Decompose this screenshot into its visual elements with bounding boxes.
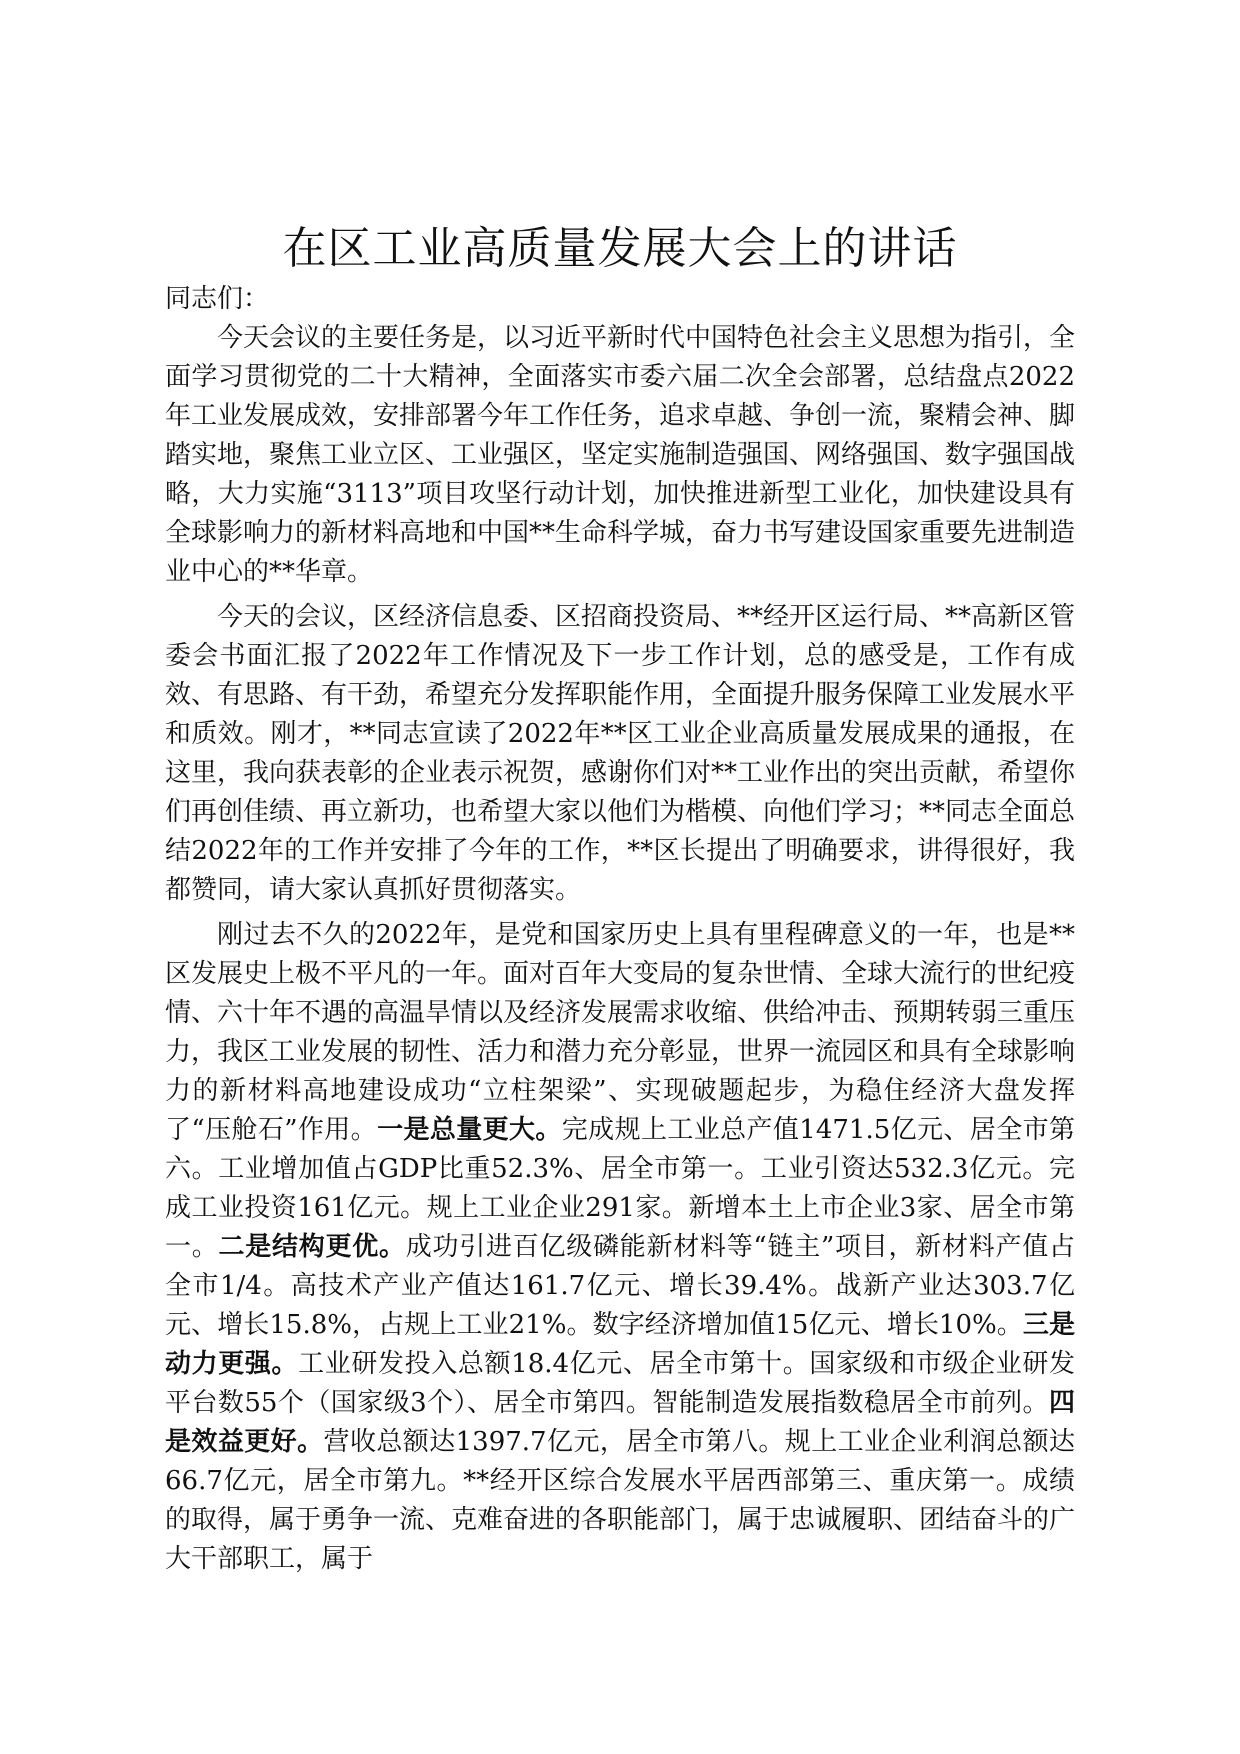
highlight-efficiency: 四是效益更好。	[165, 1388, 1075, 1457]
salutation: 同志们：	[165, 284, 270, 314]
highlight-momentum: 三是动力更强。	[165, 1310, 1075, 1379]
paragraph-text: 今天的会议，区经济信息委、区招商投资局、**经开区运行局、**高新区管委会书面汇报了2022年工作情况及下一步工作计划，总的感受是，工作有成效、有思路、有干劲，希望充分发挥职能作用，全面提升服务保障工业发展水平和质效。刚才，**同志宣读了2022年**区工业企业高质量发展成果的通报，在这里，我向获表彰的企业表示祝贺，感谢你们对**工业作出的突出贡献，希望你们再创佳绩、再立新功，也希望大家以他们为楷模、向他们学习；**同志全面总结2022年的工作并安排了今年的工作，**区长提出了明确要求，讲得很好，我都赞同，请大家认真抓好贯彻落实。	[165, 602, 1076, 905]
paragraph-text: 成功引进百亿级磷能新材料等“链主”项目，新材料产值占全市1/4。高技术产业产值达161.7亿元、增长39.4%。战新产业达303.7亿元、增长15.8%，占规上工业21%。数字经济增加值15亿元、增长10%。	[165, 1232, 1075, 1340]
highlight-total-volume: 一是总量更大。	[377, 1115, 562, 1145]
paragraph-text: 刚过去不久的2022年，是党和国家历史上具有里程碑意义的一年，也是**区发展史上极不平凡的一年。面对百年大变局的复杂世情、全球大流行的世纪疫情、六十年不遇的高温旱情以及经济发展需求收缩、供给冲击、预期转弱三重压力，我区工业发展的韧性、活力和潜力充分彰显，世界一流园区和具有全球影响力的新材料高地建设成功“立柱架梁”、实现破题起步，为稳住经济大盘发挥了“压舱石”作用。	[165, 920, 1076, 1145]
document-title: 在区工业高质量发展大会上的讲话	[282, 223, 958, 274]
document-page	[165, 222, 1075, 1585]
paragraph-text: 营收总额达1397.7亿元，居全市第八。规上工业企业利润总额达66.7亿元，居全市第九。**经开区综合发展水平居西部第三、重庆第一。成绩的取得，属于勇争一流、克难奋进的各职能部门，属于忠诚履职、团结奋斗的广大干部职工，属于	[165, 1427, 1076, 1574]
paragraph-text: 完成规上工业总产值1471.5亿元、居全市第六。工业增加值占GDP比重52.3%、居全市第一。工业引资达532.3亿元。完成工业投资161亿元。规上工业企业291家。新增本土上市企业3家、居全市第一。	[165, 1115, 1075, 1262]
paragraph-text: 工业研发投入总额18.4亿元、居全市第十。国家级和市级企业研发平台数55个（国家级3个）、居全市第四。智能制造发展指数稳居全市前列。	[165, 1349, 1075, 1418]
paragraph-3	[165, 916, 1075, 1579]
paragraph-2	[165, 598, 1075, 910]
paragraph-text: 今天会议的主要任务是，以习近平新时代中国特色社会主义思想为指引，全面学习贯彻党的二十大精神，全面落实市委六届二次全会部署，总结盘点2022年工业发展成效，安排部署今年工作任务，追求卓越、争创一流，聚精会神、脚踏实地，聚焦工业立区、工业强区，坚定实施制造强国、网络强国、数字强国战略，大力实施“3113”项目攻坚行动计划，加快推进新型工业化，加快建设具有全球影响力的新材料高地和中国**生命科学城，奋力书写建设国家重要先进制造业中心的**华章。	[165, 323, 1076, 587]
paragraph-1	[165, 319, 1075, 592]
highlight-structure: 二是结构更优。	[218, 1232, 406, 1262]
